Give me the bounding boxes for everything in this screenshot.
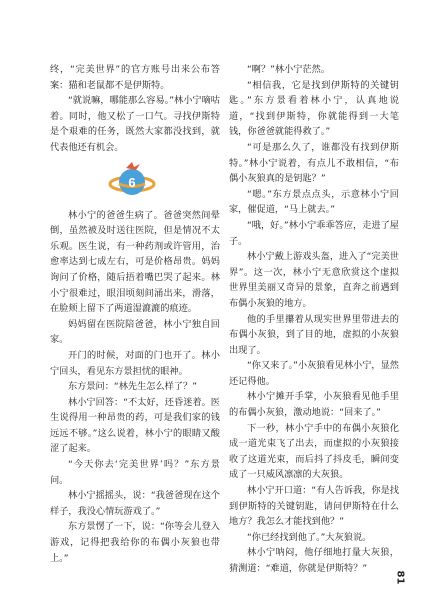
- paragraph: 林小宁呐闷，他仔细地打量大灰狼，猜测道：“难道，你就是伊斯特？”: [229, 547, 399, 574]
- paragraph: 林小宁摊开手掌，小灰狼看见他手里的布偶小灰狼，激动地说：“回来了。”: [229, 391, 399, 419]
- paragraph: “哦，好。”林小宁乖乖答应，走进了屋子。: [229, 219, 399, 247]
- paragraph: “啊？”林小宁茫然。: [247, 64, 331, 75]
- paragraph: “相信我，它是找到伊斯特的关键钥匙。”东方景看着林小宁，认真地说道，“找到伊斯特，你就能得到一大笔钱，你爸爸就能得救了。”: [229, 79, 399, 138]
- paragraph: “就说嘛，哪能那么容易。”林小宁嘀咕着。同时，他又松了一口气。寻找伊斯特是个艰难的任务，既然大家都没找到，就代表他还有机会。: [50, 95, 220, 153]
- paragraph: 妈妈留在医院陪爸爸，林小宁独自回家。: [50, 318, 220, 346]
- page-number: 81: [394, 570, 406, 585]
- planet-icon: [108, 158, 156, 202]
- paragraph: “嗯。”东方景点点头，示意林小宁回家，催促道，“马上就去。”: [229, 188, 399, 216]
- paragraph: “可是那么久了，谁都没有找到伊斯特。”林小宁说着，有点儿不敢相信，“布偶小灰狼真的是钥匙？”: [229, 141, 399, 185]
- paragraph: 东方景问：“林先生怎么样了？”: [68, 381, 197, 393]
- paragraph: 林小宁摇摇头，说：“我爸爸现在这个样子，我没心情玩游戏了。”: [50, 490, 220, 517]
- paragraph: 终，“完美世界”的官方账号出来公布答案：猫和老鼠都不是伊斯特。: [50, 64, 220, 91]
- paragraph: 下一秒，林小宁手中的布偶小灰狼化成一道光束飞了出去，而虚拟的小灰狼接收了这道光束，而后抖了抖皮毛，瞬间变成了一只威风凛凛的大灰狼。: [229, 422, 399, 481]
- paragraph: “今天你去‘完美世界’吗？”东方景问。: [50, 459, 220, 486]
- right-column: [229, 62, 399, 577]
- paragraph: 东方景愣了一下，说：“你等会儿登入游戏，记得把我给你的布偶小灰狼也带上。”: [50, 521, 220, 564]
- chapter-badge: [50, 158, 220, 202]
- paragraph: “你已经找到他了。”大灰狼说。: [247, 531, 372, 543]
- chapter-number: 6: [128, 174, 136, 190]
- left-column: [50, 62, 220, 566]
- paragraph: 林小宁开口道：“有人告诉我，你是找到伊斯特的关键钥匙，请问伊斯特在什么地方？我怎么才能找到他？”: [229, 485, 399, 528]
- paragraph: 林小宁戴上游戏头盔，进入了“完美世界”。这一次，林小宁无意欣赏这个虚拟世界里美丽又奇异的景象，直奔之前遇到布偶小灰狼的地方。: [229, 251, 399, 309]
- paragraph: 他的手里攥着从现实世界里带进去的布偶小灰狼，到了目的地，虚拟的小灰狼出现了。: [229, 313, 399, 356]
- paragraph: 林小宁回答：“不太好，还昏迷着。医生说得用一种昂贵的药，可是我们家的钱远远不够。”这么说着，林小宁的眼睛又酸涩了起来。: [50, 396, 220, 455]
- paragraph: “你又来了。”小灰狼看见林小宁，显然还记得他。: [229, 360, 399, 387]
- paragraph: 开门的时候，对面的门也开了。林小宁回头，看见东方景担忧的眼神。: [50, 349, 220, 377]
- paragraph: 林小宁的爸爸生病了。爸爸突然间晕倒，虽然被及时送往医院，但是情况不太乐观。医生说，有一种药剂或许管用，治愈率达到七成左右，可是价格昂贵。妈妈询问了价格，随后捂着嘴巴哭了起来。林小宁很难过，眼泪顷刻间涌出来，滑落，在脸颊上留下了两道湿漉漉的痕迹。: [50, 209, 220, 315]
